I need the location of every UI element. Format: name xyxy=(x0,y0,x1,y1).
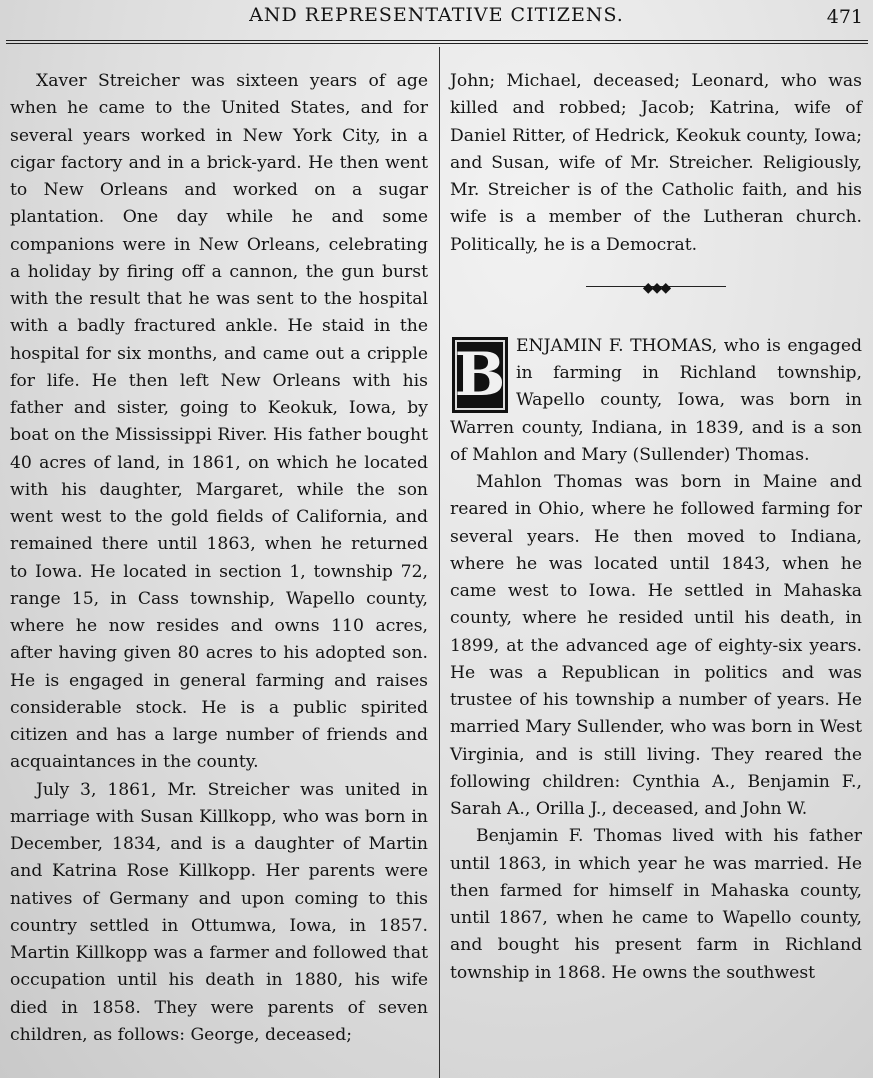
drop-cap-b xyxy=(452,337,508,413)
left-column xyxy=(10,68,428,1049)
header-rule-bottom xyxy=(6,43,868,44)
section-divider-ornament xyxy=(586,273,726,301)
paragraph-benjamin-thomas-farm: Benjamin F. Thomas lived with his father until 1863, in which year he was married. He then farmed for himself in Mahaska county, until 1867, when he came to Wapello county, and bought his present farm in Richland township in 1868. He owns the southwest xyxy=(450,826,862,983)
running-head xyxy=(0,4,873,32)
paragraph-thomas-intro: ENJAMIN F. THOMAS, who is engaged in farming in Richland township, Wapello county, Iowa, was born in Warren county, Indiana, in 1839, and is a son of Mahlon and Mary (Sullender) Thomas. xyxy=(450,335,862,465)
thomas-entry xyxy=(450,333,862,469)
right-column xyxy=(450,68,862,987)
paragraph-streicher-marriage: July 3, 1861, Mr. Streicher was united in marriage with Susan Killkopp, who was born in December, 1834, and is a daughter of Martin and Katrina Rose Killkopp. Her parents were natives of Germany and upon coming to this country settled in Ottumwa, Iowa, in 1857. Martin Killkopp was a farmer and followed that occupation until his death in 1880, his wife died in 1858. They were parents of seven children, as follows: George, deceased; xyxy=(10,779,428,1045)
running-title: AND REPRESENTATIVE CITIZENS. xyxy=(249,4,624,26)
header-rule-top xyxy=(6,40,868,41)
drop-cap-letter: B xyxy=(454,339,506,410)
paragraph-streicher-biography: Xaver Streicher was sixteen years of age when he came to the United States, and for several years worked in New York City, in a cigar factory and in a brick-yard. He then went to New Orleans and worked on a sugar plantation. One day while he and some companions were in New Orleans, celebrating a holiday by firing off a cannon, the gun burst with the result that he was sent to the hospital with a badly fractured ankle. He staid in the hospital for six months, and came out a cripple for life. He then left New Orleans with his father and sister, going to Keokuk, Iowa, by boat on the Mississippi River. His father bought 40 acres of land, in 1861, on which he located with his daughter, Margaret, while the son went west to the gold fields of California, and remained there until 1863, when he returned to Iowa. He located in section 1, township 72, range 15, in Cass township, Wapello county, where he now resides and owns 110 acres, after having given 80 acres to his adopted son. He is engaged in general farming and raises considerable stock. He is a public spirited citizen and has a large number of friends and acquaintances in the county. xyxy=(10,71,428,773)
ornament-diamonds: ◆◆◆ xyxy=(642,279,670,296)
paragraph-streicher-family: John; Michael, deceased; Leonard, who was killed and robbed; Jacob; Katrina, wife of Daniel Ritter, of Hedrick, Keokuk county, Iowa; and Susan, wife of Mr. Streicher. Religiously, Mr. Streicher is of the Catholic faith, and his wife is a member of the Lutheran church. Politically, he is a Democrat. xyxy=(450,71,862,255)
paragraph-mahlon-thomas: Mahlon Thomas was born in Maine and reared in Ohio, where he followed farming for several years. He then moved to Indiana, where he was located until 1843, when he came west to Iowa. He settled in Mahaska county, where he resided until his death, in 1899, at the advanced age of eighty-six years. He was a Republican in politics and was trustee of his township a number of years. He married Mary Sullender, who was born in West Virginia, and is still living. They reared the following children: Cynthia A., Benjamin F., Sarah A., Orilla J., deceased, and John W. xyxy=(450,472,862,819)
column-divider xyxy=(439,47,440,1078)
page-number: 471 xyxy=(826,6,863,28)
